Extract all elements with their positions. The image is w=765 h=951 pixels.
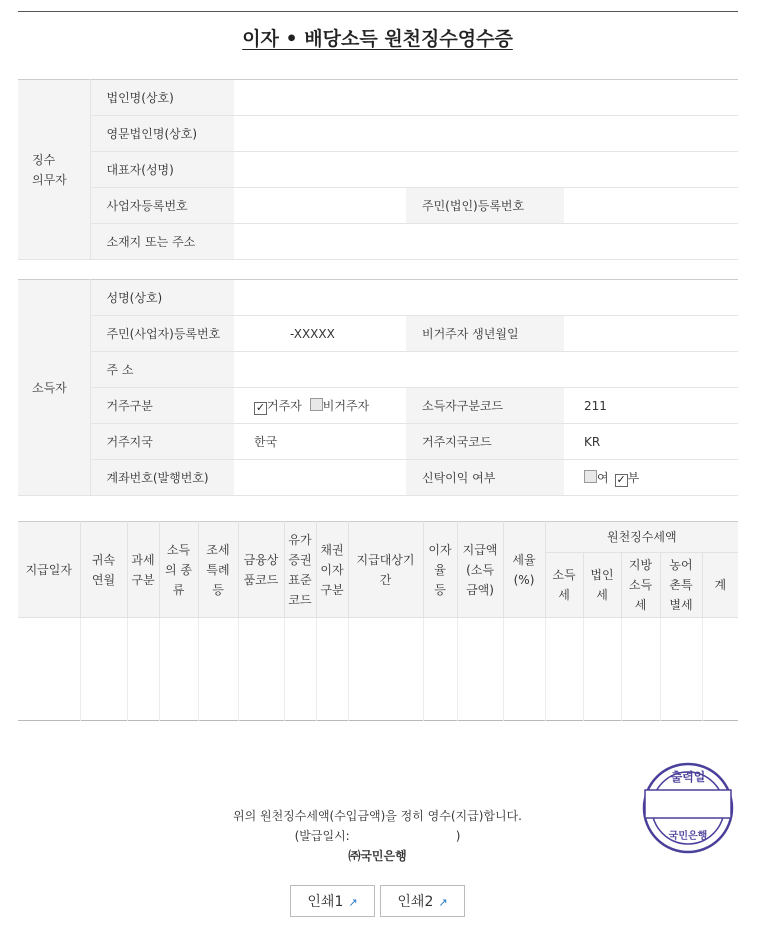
issue-date-close: ) [455,829,461,843]
header-income-tax: 소득 세 [545,553,583,618]
header-tax-special: 조세 특례 등 [198,522,238,618]
withholder-address-label: 소재지 또는 주소 [90,224,234,260]
header-pay-period: 지급대상기 간 [348,522,423,618]
receipt-statement: 위의 원천징수세액(수입금액)을 정히 영수(지급)합니다. [232,809,522,823]
top-rule [18,11,738,12]
resident-label: 거주자 [267,398,302,413]
earner-reg-no-value: -XXXXX [234,316,406,352]
earner-table [18,279,738,496]
residency-label: 거주구분 [90,388,234,424]
trust-yes-checkbox[interactable] [584,470,597,483]
biz-reg-no-label: 사업자등록번호 [90,188,234,224]
header-tax-type: 과세 구분 [127,522,159,618]
header-corp-tax: 법인 세 [583,553,621,618]
table-row [18,618,738,721]
print2-label: 인쇄2 [397,894,434,910]
representative-label: 대표자(성명) [90,152,234,188]
country-label: 거주지국 [90,424,234,460]
trust-no-checkbox[interactable]: ✓ [616,472,626,486]
corp-name-en-value [234,116,738,152]
header-pay-date: 지급일자 [18,522,80,618]
biz-reg-no-value [234,188,406,224]
representative-value [234,152,738,188]
corp-name-en-label: 영문법인명(상호) [90,116,234,152]
external-link-icon: ↗ [348,896,358,909]
header-product-code: 금융상 품코드 [238,522,284,618]
withholder-address-value [234,224,738,260]
trust-label: 신탁이익 여부 [406,460,564,496]
header-rural-tax: 농어 촌특 별세 [660,553,702,618]
official-stamp [642,762,734,854]
earner-code-value: 211 [564,388,738,424]
print1-button[interactable] [290,885,375,917]
earner-section-label: 소득자 [18,280,90,496]
stamp-bottom-text: 국민은행 [668,831,708,842]
earner-reg-no-label: 주민(사업자)등록번호 [90,316,234,352]
print2-button[interactable] [380,885,465,917]
nonres-birth-label: 비거주자 생년월일 [406,316,564,352]
earner-name-label: 성명(상호) [90,280,234,316]
header-pay-amount: 지급액 (소득 금액) [457,522,503,618]
account-label: 계좌번호(발행번호) [90,460,234,496]
header-interest-rate: 이자 율 등 [423,522,457,618]
withholder-section-label: 징수 의무자 [18,80,90,260]
trust-options [564,460,738,496]
corp-reg-no-value [564,188,738,224]
nonresident-label: 비거주자 [322,398,370,413]
header-total: 계 [702,553,738,618]
earner-name-value [234,280,738,316]
withholder-table [18,79,738,260]
residency-options [234,388,406,424]
earner-code-label: 소득자구분코드 [406,388,564,424]
nonres-birth-value [564,316,738,352]
print1-label: 인쇄1 [307,894,344,910]
earner-address-value [234,352,738,388]
header-withheld-group: 원천징수세액 [545,522,738,553]
trust-no-label: 부 [627,470,640,485]
header-securities-code: 유가 증권 표준 코드 [284,522,316,618]
bank-name: ㈜국민은행 [348,849,407,863]
stamp-top-text: 출력일 [670,770,706,784]
header-period: 귀속 연월 [80,522,127,618]
header-tax-rate: 세율 (%) [503,522,545,618]
header-local-tax: 지방 소득 세 [621,553,660,618]
payment-table [18,521,738,721]
resident-checkbox[interactable]: ✓ [255,400,266,414]
external-link-icon: ↗ [438,896,448,909]
nonresident-checkbox[interactable] [310,398,323,411]
corp-reg-no-label: 주민(법인)등록번호 [406,188,564,224]
header-income-type: 소득 의 종 류 [159,522,198,618]
page-title: 이자 • 배당소득 원천징수영수증 [242,28,513,50]
country-value: 한국 [234,424,406,460]
corp-name-value [234,80,738,116]
corp-name-label: 법인명(상호) [90,80,234,116]
issue-date-label: (발급일시: [294,829,350,843]
earner-address-label: 주 소 [90,352,234,388]
trust-yes-label: 여 [597,470,609,485]
account-value [234,460,406,496]
country-code-value: KR [564,424,738,460]
header-bond-interest: 채권 이자 구분 [316,522,348,618]
country-code-label: 거주지국코드 [406,424,564,460]
